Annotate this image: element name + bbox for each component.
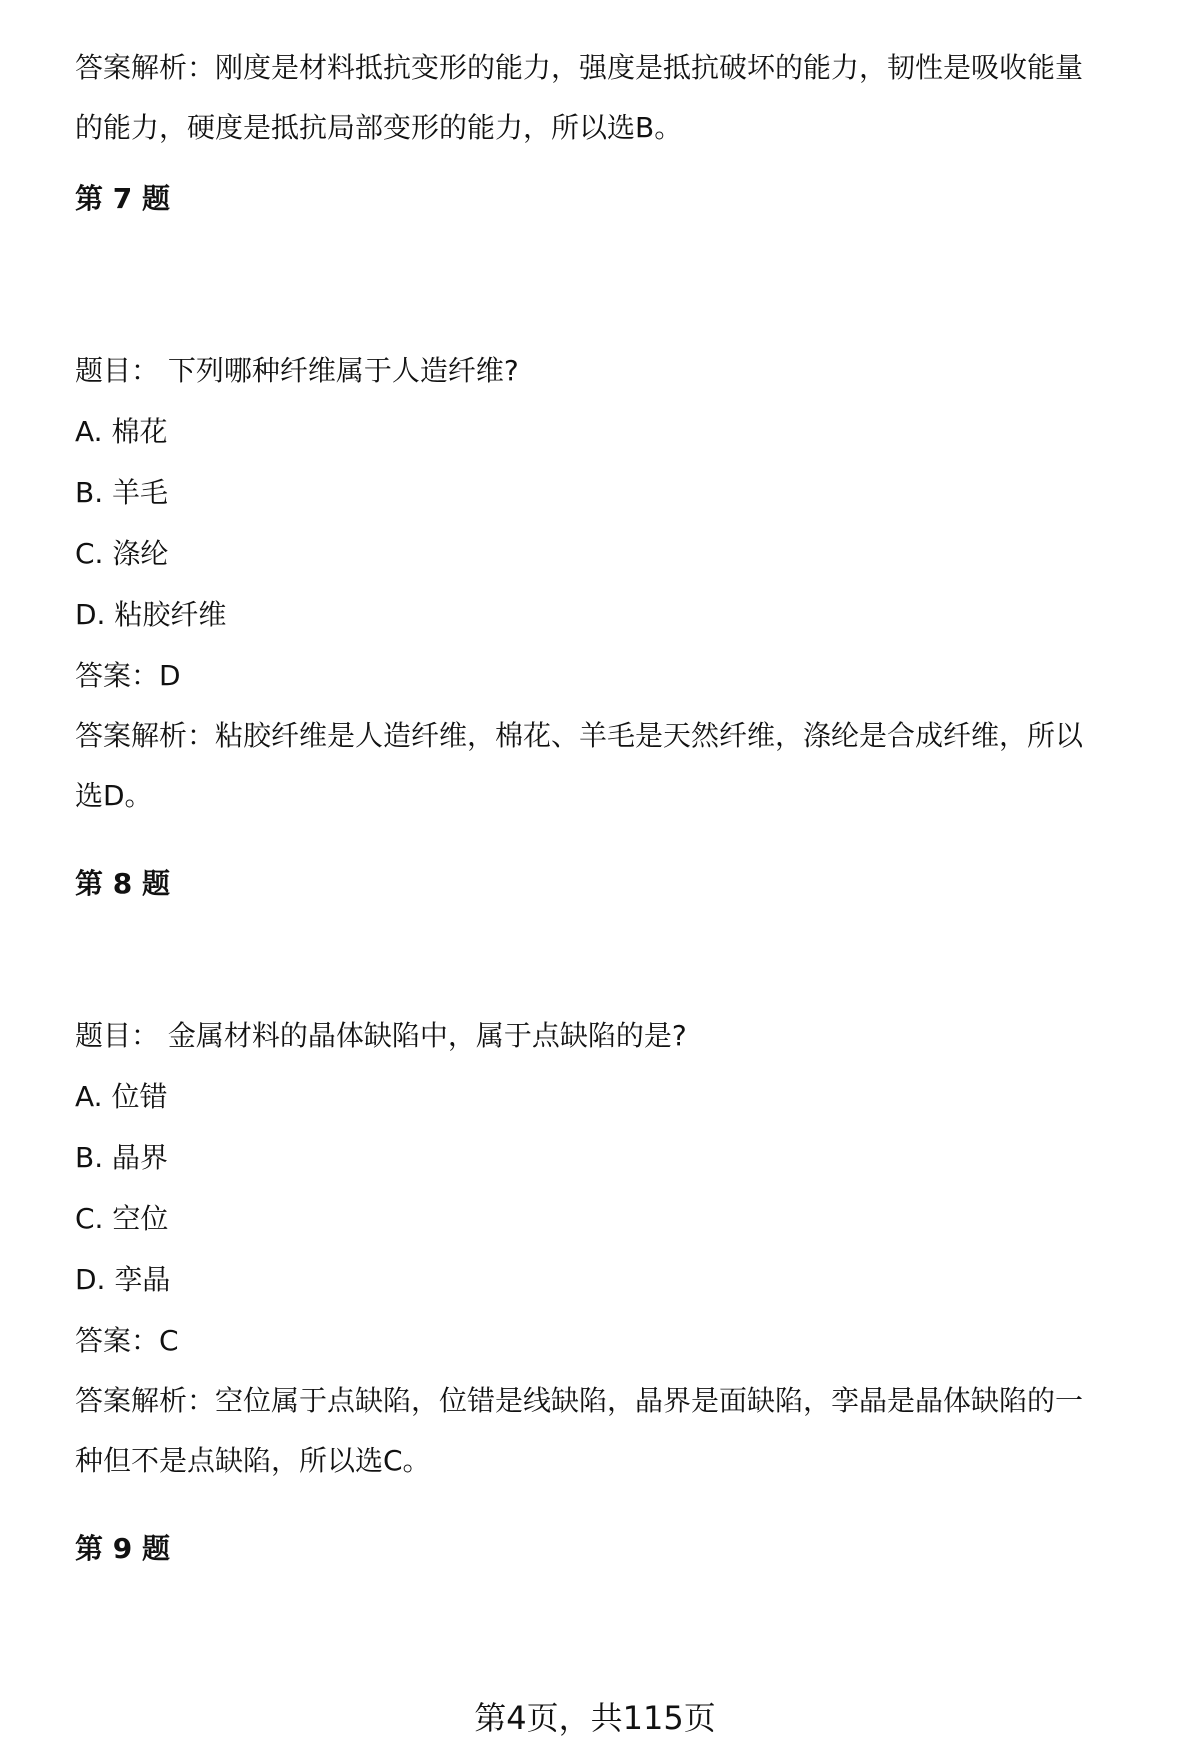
explanation-line: 的能力，硬度是抵抗局部变形的能力，所以选B。: [75, 111, 683, 144]
option-d: D. 粘胶纤维: [75, 598, 227, 631]
option-d: D. 孪晶: [75, 1263, 171, 1296]
question-heading: 第 7 题: [75, 182, 170, 215]
explanation-line: 选D。: [75, 779, 153, 812]
explanation-line: 答案解析：空位属于点缺陷，位错是线缺陷，晶界是面缺陷，孪晶是晶体缺陷的一: [75, 1384, 1084, 1417]
option-b: B. 羊毛: [75, 476, 169, 509]
option-a: A. 棉花: [75, 415, 168, 448]
option-c: C. 空位: [75, 1202, 169, 1235]
page-number: 第4页，共115页: [474, 1699, 716, 1737]
answer: 答案：D: [75, 659, 181, 692]
question-heading: 第 8 题: [75, 867, 170, 900]
question-text: 题目： 金属材料的晶体缺陷中，属于点缺陷的是?: [75, 1019, 687, 1052]
option-b: B. 晶界: [75, 1141, 169, 1174]
explanation-line: 种但不是点缺陷，所以选C。: [75, 1444, 431, 1477]
question-text: 题目： 下列哪种纤维属于人造纤维?: [75, 354, 519, 387]
option-c: C. 涤纶: [75, 537, 169, 570]
option-a: A. 位错: [75, 1080, 168, 1113]
answer: 答案：C: [75, 1324, 179, 1357]
question-heading: 第 9 题: [75, 1532, 170, 1565]
explanation-line: 答案解析：刚度是材料抵抗变形的能力，强度是抵抗破坏的能力，韧性是吸收能量: [75, 51, 1084, 84]
explanation-line: 答案解析：粘胶纤维是人造纤维，棉花、羊毛是天然纤维，涤纶是合成纤维，所以: [75, 719, 1084, 752]
